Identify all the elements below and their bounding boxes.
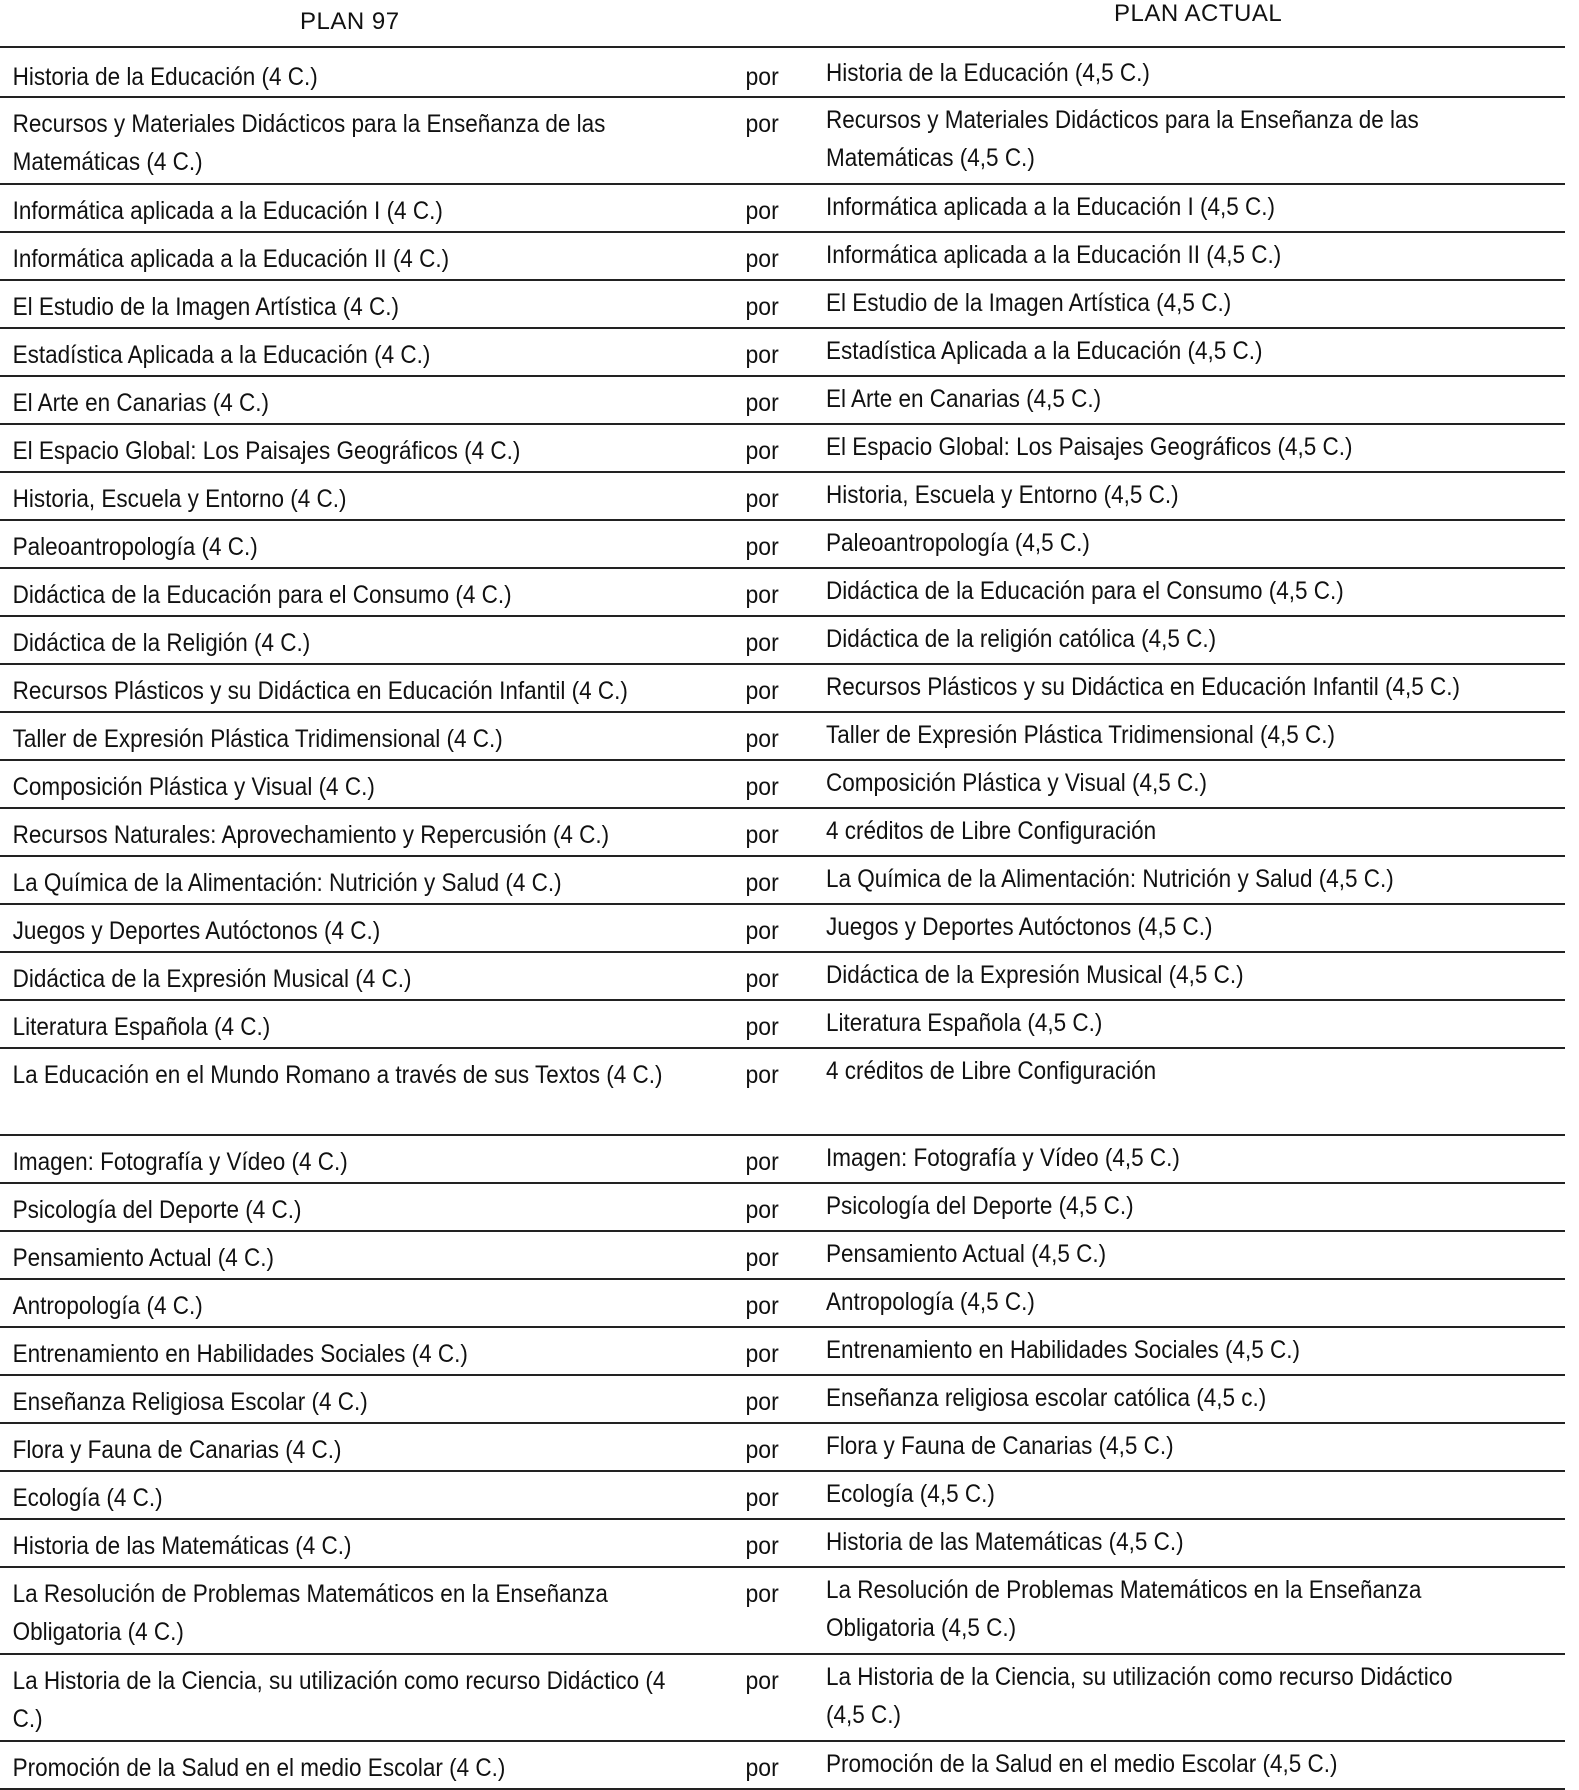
plan-actual-subject — [826, 956, 1491, 994]
por-separator — [740, 384, 819, 422]
por-separator-text: por — [745, 1196, 779, 1224]
plan-97-subject — [0, 1191, 666, 1229]
plan-actual-subject — [826, 188, 1491, 226]
plan-actual-subject — [826, 1523, 1491, 1561]
plan-97-subject-text: Estadística Aplicada a la Educación (4 C.) — [12, 341, 431, 369]
plan-97-subject — [0, 1527, 666, 1565]
por-separator — [740, 720, 819, 758]
plan-actual-subject-text: Recursos y Materiales Didácticos para la Enseñanza de las Matemáticas (4,5 C.) — [826, 106, 1419, 172]
plan-97-subject-text: Didáctica de la Expresión Musical (4 C.) — [12, 965, 412, 993]
por-separator — [740, 1479, 819, 1517]
plan-97-subject — [0, 912, 666, 950]
table-row — [0, 1328, 1565, 1376]
por-separator-text: por — [745, 485, 779, 513]
plan-actual-subject — [826, 1475, 1491, 1513]
por-separator — [740, 672, 819, 710]
plan-97-subject-text: La Educación en el Mundo Romano a través de sus Textos (4 C.) — [12, 1061, 663, 1089]
table-row — [0, 473, 1565, 521]
plan-97-subject-text: La Química de la Alimentación: Nutrición y Salud (4 C.) — [12, 869, 562, 897]
por-separator — [740, 528, 819, 566]
plan-actual-subject — [826, 1187, 1491, 1225]
table-row — [0, 329, 1565, 377]
table-row — [0, 1472, 1565, 1520]
plan-actual-subject-text: Historia de la Educación (4,5 C.) — [826, 59, 1150, 87]
plan-actual-subject-text: Antropología (4,5 C.) — [826, 1288, 1035, 1316]
plan-actual-subject — [826, 1331, 1491, 1369]
plan-actual-subject-text: Entrenamiento en Habilidades Sociales (4,5 C.) — [826, 1336, 1301, 1364]
plan-97-subject — [0, 768, 666, 806]
plan-97-subject-text: Promoción de la Salud en el medio Escolar (4 C.) — [12, 1754, 506, 1782]
plan-actual-subject — [826, 236, 1491, 274]
plan-97-subject — [0, 432, 666, 470]
plan-97-subject — [0, 816, 666, 854]
plan-actual-subject-text: Historia, Escuela y Entorno (4,5 C.) — [826, 481, 1179, 509]
table-row — [0, 425, 1565, 473]
table-row — [0, 1424, 1565, 1472]
plan-97-subject — [0, 1239, 666, 1277]
plan-actual-subject — [826, 1571, 1491, 1647]
plan-97-subject — [0, 720, 666, 758]
table-row — [0, 48, 1565, 98]
por-separator-text: por — [745, 1388, 779, 1416]
por-separator — [740, 288, 819, 326]
por-separator — [740, 1239, 819, 1277]
plan-actual-subject-text: Imagen: Fotografía y Vídeo (4,5 C.) — [826, 1144, 1180, 1172]
plan-actual-subject-text: La Resolución de Problemas Matemáticos en la Enseñanza Obligatoria (4,5 C.) — [826, 1576, 1422, 1642]
table-row — [0, 521, 1565, 569]
por-separator — [740, 240, 819, 278]
por-separator-text: por — [745, 1061, 779, 1089]
plan-97-subject — [0, 1335, 666, 1373]
plan-actual-subject-text: Historia de las Matemáticas (4,5 C.) — [826, 1528, 1184, 1556]
plan-97-subject-text: La Historia de la Ciencia, su utilización como recurso Didáctico (4 C.) — [12, 1667, 666, 1733]
plan-actual-subject-text: Literatura Española (4,5 C.) — [826, 1009, 1103, 1037]
plan-97-subject — [0, 1008, 666, 1046]
table-row — [0, 1520, 1565, 1568]
plan-97-subject-text: El Arte en Canarias (4 C.) — [12, 389, 269, 417]
plan-97-subject-text: Recursos Plásticos y su Didáctica en Educación Infantil (4 C.) — [12, 677, 628, 705]
table-row — [0, 1280, 1565, 1328]
plan-97-subject — [0, 528, 666, 566]
table-row — [0, 281, 1565, 329]
plan-actual-subject — [826, 476, 1491, 514]
plan-97-subject — [0, 384, 666, 422]
por-separator-text: por — [745, 1667, 779, 1695]
por-separator-text: por — [745, 533, 779, 561]
plan-actual-subject — [826, 380, 1491, 418]
table-row — [0, 1376, 1565, 1424]
equivalence-table — [0, 46, 1565, 1790]
por-separator-text: por — [745, 110, 779, 138]
plan-actual-subject-text: Composición Plástica y Visual (4,5 C.) — [826, 769, 1207, 797]
plan-actual-subject-text: El Arte en Canarias (4,5 C.) — [826, 385, 1102, 413]
plan-actual-subject-text: La Química de la Alimentación: Nutrición y Salud (4,5 C.) — [826, 865, 1394, 893]
plan-actual-subject-text: La Historia de la Ciencia, su utilización como recurso Didáctico (4,5 C.) — [826, 1663, 1453, 1729]
por-separator — [740, 1662, 819, 1700]
por-separator — [740, 1143, 819, 1181]
table-row — [0, 617, 1565, 665]
table-row — [0, 1136, 1565, 1184]
table-row — [0, 1049, 1565, 1136]
plan-97-subject-text: Historia, Escuela y Entorno (4 C.) — [12, 485, 347, 513]
por-separator-text: por — [745, 197, 779, 225]
plan-97-subject — [0, 576, 666, 614]
plan-97-subject — [0, 240, 666, 278]
por-separator — [740, 1527, 819, 1565]
plan-actual-subject — [826, 860, 1491, 898]
plan-actual-subject — [826, 1379, 1491, 1417]
plan-97-subject-text: Historia de las Matemáticas (4 C.) — [12, 1532, 352, 1560]
plan-actual-subject-text: El Espacio Global: Los Paisajes Geográficos (4,5 C.) — [826, 433, 1353, 461]
plan-97-subject-text: Enseñanza Religiosa Escolar (4 C.) — [12, 1388, 368, 1416]
plan-actual-subject — [826, 1283, 1491, 1321]
plan-97-subject — [0, 960, 666, 998]
por-separator — [740, 864, 819, 902]
plan-97-subject — [0, 336, 666, 374]
plan-97-subject — [0, 1662, 666, 1738]
plan-97-subject-text: Informática aplicada a la Educación I (4 C.) — [12, 197, 443, 225]
plan-actual-subject-text: Didáctica de la Expresión Musical (4,5 C.) — [826, 961, 1244, 989]
plan-actual-subject — [826, 1235, 1491, 1273]
plan-actual-subject — [826, 428, 1491, 466]
por-separator — [740, 576, 819, 614]
plan-97-subject — [0, 1431, 666, 1469]
plan-97-subject-text: La Resolución de Problemas Matemáticos en la Enseñanza Obligatoria (4 C.) — [12, 1580, 608, 1646]
header-plan-actual: PLAN ACTUAL — [1114, 0, 1283, 27]
plan-97-subject — [0, 480, 666, 518]
por-separator — [740, 105, 819, 143]
por-separator-text: por — [745, 677, 779, 705]
plan-97-subject-text: El Estudio de la Imagen Artística (4 C.) — [12, 293, 400, 321]
plan-97-subject-text: El Espacio Global: Los Paisajes Geográficos (4 C.) — [12, 437, 521, 465]
plan-actual-subject-text: Taller de Expresión Plástica Tridimensional (4,5 C.) — [826, 721, 1335, 749]
plan-97-subject — [0, 1575, 666, 1651]
plan-actual-subject-text: Didáctica de la Educación para el Consumo (4,5 C.) — [826, 577, 1344, 605]
plan-97-subject-text: Ecología (4 C.) — [12, 1484, 163, 1512]
plan-actual-subject-text: Didáctica de la religión católica (4,5 C.) — [826, 625, 1217, 653]
plan-97-subject — [0, 672, 666, 710]
plan-actual-subject — [826, 812, 1491, 850]
table-row — [0, 953, 1565, 1001]
por-separator — [740, 768, 819, 806]
plan-actual-subject — [826, 1004, 1491, 1042]
table-row — [0, 1232, 1565, 1280]
por-separator-text: por — [745, 1292, 779, 1320]
por-separator — [740, 1191, 819, 1229]
plan-actual-subject — [826, 572, 1491, 610]
por-separator-text: por — [745, 581, 779, 609]
plan-actual-subject-text: Recursos Plásticos y su Didáctica en Educación Infantil (4,5 C.) — [826, 673, 1461, 701]
plan-actual-subject — [826, 101, 1491, 177]
por-separator-text: por — [745, 1580, 779, 1608]
por-separator — [740, 1749, 819, 1787]
table-row — [0, 761, 1565, 809]
plan-actual-subject — [826, 620, 1491, 658]
plan-actual-subject-text: Estadística Aplicada a la Educación (4,5 C.) — [826, 337, 1263, 365]
plan-actual-subject — [826, 1139, 1491, 1177]
por-separator-text: por — [745, 245, 779, 273]
plan-97-subject — [0, 1143, 666, 1181]
plan-actual-subject-text: Pensamiento Actual (4,5 C.) — [826, 1240, 1107, 1268]
table-row — [0, 1001, 1565, 1049]
por-separator — [740, 1056, 819, 1094]
plan-97-subject — [0, 1479, 666, 1517]
plan-97-subject — [0, 864, 666, 902]
plan-actual-subject — [826, 332, 1491, 370]
por-separator-text: por — [745, 1436, 779, 1464]
por-separator — [740, 1383, 819, 1421]
plan-actual-subject-text: Juegos y Deportes Autóctonos (4,5 C.) — [826, 913, 1213, 941]
table-row — [0, 98, 1565, 185]
por-separator-text: por — [745, 1244, 779, 1272]
plan-actual-subject-text: Informática aplicada a la Educación II (4,5 C.) — [826, 241, 1282, 269]
table-row — [0, 1184, 1565, 1232]
por-separator-text: por — [745, 965, 779, 993]
plan-actual-subject — [826, 1427, 1491, 1465]
plan-97-subject-text: Didáctica de la Educación para el Consumo (4 C.) — [12, 581, 512, 609]
plan-actual-subject-text: Enseñanza religiosa escolar católica (4,5 c.) — [826, 1384, 1267, 1412]
por-separator-text: por — [745, 1754, 779, 1782]
table-row — [0, 233, 1565, 281]
plan-97-subject-text: Informática aplicada a la Educación II (4 C.) — [12, 245, 450, 273]
por-separator — [740, 1335, 819, 1373]
por-separator-text: por — [745, 1532, 779, 1560]
plan-97-subject-text: Taller de Expresión Plástica Tridimensional (4 C.) — [12, 725, 503, 753]
plan-97-subject-text: Psicología del Deporte (4 C.) — [12, 1196, 302, 1224]
por-separator — [740, 1575, 819, 1613]
plan-97-subject-text: Historia de la Educación (4 C.) — [12, 63, 318, 91]
por-separator — [740, 480, 819, 518]
por-separator-text: por — [745, 773, 779, 801]
por-separator — [740, 624, 819, 662]
plan-97-subject-text: Juegos y Deportes Autóctonos (4 C.) — [12, 917, 381, 945]
por-separator — [740, 1008, 819, 1046]
plan-97-subject-text: Didáctica de la Religión (4 C.) — [12, 629, 311, 657]
table-row — [0, 905, 1565, 953]
table-row — [0, 569, 1565, 617]
table-row — [0, 665, 1565, 713]
por-separator-text: por — [745, 437, 779, 465]
plan-actual-subject — [826, 1745, 1491, 1783]
plan-97-subject-text: Literatura Española (4 C.) — [12, 1013, 271, 1041]
plan-actual-subject — [826, 764, 1491, 802]
por-separator-text: por — [745, 1340, 779, 1368]
plan-97-subject-text: Composición Plástica y Visual (4 C.) — [12, 773, 375, 801]
plan-actual-subject — [826, 524, 1491, 562]
plan-97-subject — [0, 105, 666, 181]
plan-actual-subject-text: 4 créditos de Libre Configuración — [826, 817, 1157, 845]
plan-97-subject-text: Recursos Naturales: Aprovechamiento y Repercusión (4 C.) — [12, 821, 610, 849]
plan-97-subject — [0, 1287, 666, 1325]
por-separator-text: por — [745, 629, 779, 657]
plan-actual-subject-text: Promoción de la Salud en el medio Escolar (4,5 C.) — [826, 1750, 1338, 1778]
por-separator-text: por — [745, 917, 779, 945]
plan-97-subject — [0, 192, 666, 230]
plan-97-subject-text: Recursos y Materiales Didácticos para la Enseñanza de las Matemáticas (4 C.) — [12, 110, 606, 176]
plan-actual-subject — [826, 668, 1491, 706]
plan-97-subject-text: Antropología (4 C.) — [12, 1292, 203, 1320]
plan-97-subject-text: Entrenamiento en Habilidades Sociales (4 C.) — [12, 1340, 468, 1368]
por-separator — [740, 432, 819, 470]
plan-actual-subject — [826, 54, 1491, 92]
plan-actual-subject-text: 4 créditos de Libre Configuración — [826, 1057, 1157, 1085]
plan-97-subject-text: Imagen: Fotografía y Vídeo (4 C.) — [12, 1148, 348, 1176]
plan-actual-subject-text: Psicología del Deporte (4,5 C.) — [826, 1192, 1134, 1220]
table-row — [0, 1568, 1565, 1655]
por-separator-text: por — [745, 1148, 779, 1176]
plan-97-subject-text: Paleoantropología (4 C.) — [12, 533, 258, 561]
por-separator — [740, 912, 819, 950]
por-separator — [740, 192, 819, 230]
plan-actual-subject — [826, 908, 1491, 946]
plan-97-subject — [0, 288, 666, 326]
plan-actual-subject-text: El Estudio de la Imagen Artística (4,5 C.) — [826, 289, 1232, 317]
por-separator-text: por — [745, 821, 779, 849]
plan-97-subject — [0, 1056, 666, 1094]
plan-actual-subject — [826, 284, 1491, 322]
plan-97-subject — [0, 58, 666, 96]
plan-actual-subject-text: Paleoantropología (4,5 C.) — [826, 529, 1090, 557]
plan-97-subject-text: Flora y Fauna de Canarias (4 C.) — [12, 1436, 342, 1464]
por-separator — [740, 960, 819, 998]
por-separator — [740, 1287, 819, 1325]
plan-actual-subject — [826, 716, 1491, 754]
por-separator-text: por — [745, 1013, 779, 1041]
table-row — [0, 377, 1565, 425]
table-row — [0, 1655, 1565, 1742]
por-separator-text: por — [745, 63, 779, 91]
plan-actual-subject-text: Informática aplicada a la Educación I (4,5 C.) — [826, 193, 1275, 221]
por-separator-text: por — [745, 389, 779, 417]
plan-97-subject — [0, 1749, 666, 1787]
plan-actual-subject — [826, 1658, 1491, 1734]
por-separator-text: por — [745, 1484, 779, 1512]
table-headers — [0, 0, 1579, 44]
plan-actual-subject-text: Flora y Fauna de Canarias (4,5 C.) — [826, 1432, 1174, 1460]
plan-97-subject — [0, 624, 666, 662]
por-separator-text: por — [745, 725, 779, 753]
plan-97-subject — [0, 1383, 666, 1421]
por-separator — [740, 336, 819, 374]
por-separator-text: por — [745, 869, 779, 897]
table-row — [0, 713, 1565, 761]
table-row — [0, 185, 1565, 233]
por-separator-text: por — [745, 341, 779, 369]
por-separator-text: por — [745, 293, 779, 321]
plan-97-subject-text: Pensamiento Actual (4 C.) — [12, 1244, 274, 1272]
por-separator — [740, 58, 819, 96]
table-row — [0, 809, 1565, 857]
por-separator — [740, 1431, 819, 1469]
header-plan-97: PLAN 97 — [300, 8, 400, 35]
table-row — [0, 857, 1565, 905]
por-separator — [740, 816, 819, 854]
plan-actual-subject-text: Ecología (4,5 C.) — [826, 1480, 995, 1508]
plan-actual-subject — [826, 1052, 1491, 1090]
